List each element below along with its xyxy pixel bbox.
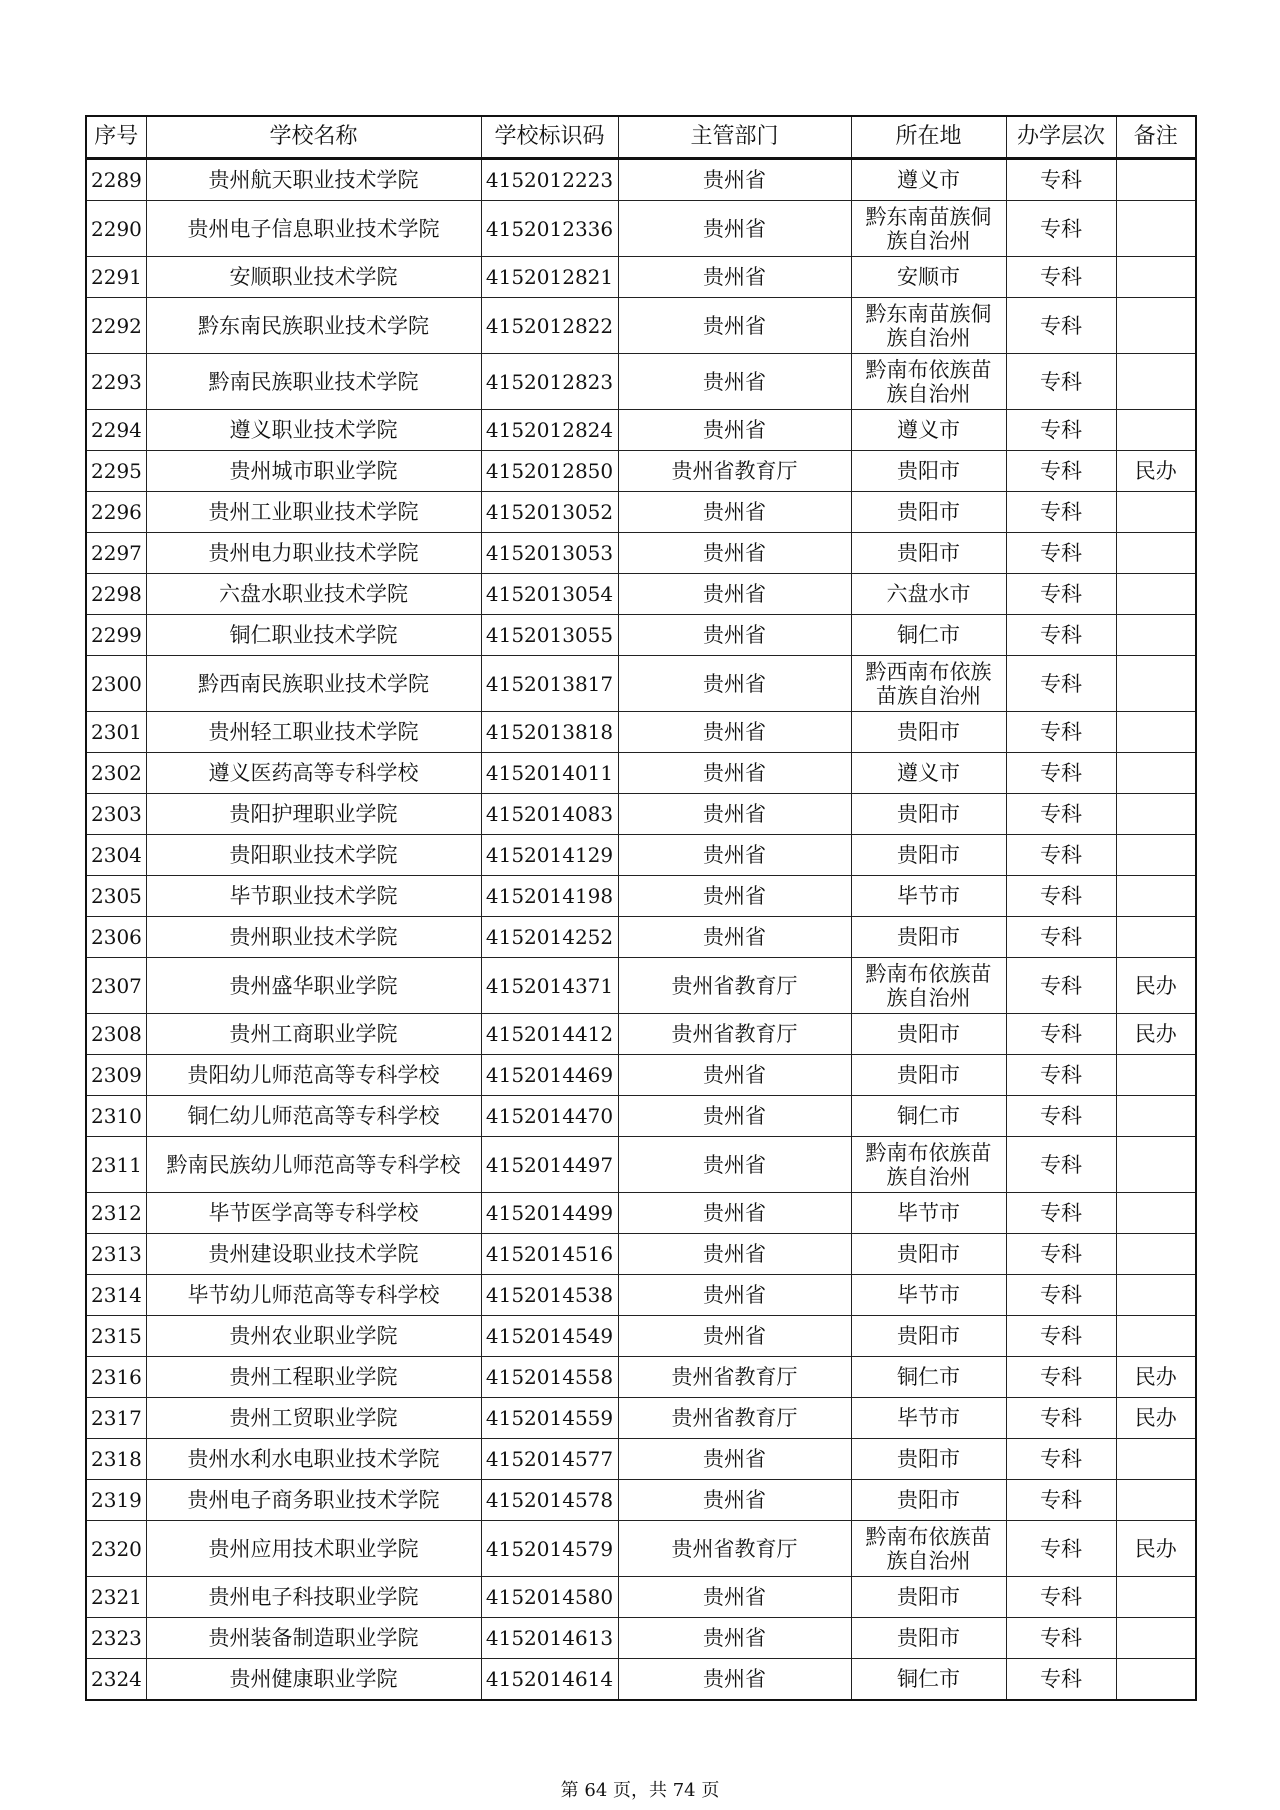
seq-cell: 2323 [86,1618,146,1659]
seq-cell: 2318 [86,1439,146,1480]
table-row [86,656,1196,712]
seq-cell: 2299 [86,615,146,656]
department-cell: 贵州省教育厅 [618,1014,851,1055]
level-cell: 专科 [1006,958,1116,1014]
school-name-cell: 铜仁幼儿师范高等专科学校 [146,1096,481,1137]
remarks-cell [1116,201,1196,257]
school-code-cell: 4152013055 [481,615,618,656]
school-name-cell: 贵州职业技术学院 [146,917,481,958]
location-cell: 贵阳市 [851,533,1006,574]
school-code-cell: 4152012823 [481,354,618,410]
level-cell: 专科 [1006,794,1116,835]
seq-cell: 2307 [86,958,146,1014]
department-cell: 贵州省 [618,876,851,917]
school-code-cell: 4152014577 [481,1439,618,1480]
table-row [86,159,1196,201]
school-code-cell: 4152014497 [481,1137,618,1193]
table-row [86,1055,1196,1096]
location-cell: 贵阳市 [851,1234,1006,1275]
table-row [86,794,1196,835]
seq-cell: 2296 [86,492,146,533]
seq-cell: 2314 [86,1275,146,1316]
remarks-cell [1116,1055,1196,1096]
school-name-cell: 黔西南民族职业技术学院 [146,656,481,712]
location-cell: 铜仁市 [851,1659,1006,1701]
seq-cell: 2303 [86,794,146,835]
level-cell: 专科 [1006,1577,1116,1618]
table-row [86,1618,1196,1659]
seq-cell: 2306 [86,917,146,958]
level-cell: 专科 [1006,492,1116,533]
seq-cell: 2317 [86,1398,146,1439]
remarks-cell [1116,1618,1196,1659]
level-cell: 专科 [1006,876,1116,917]
school-name-cell: 贵州盛华职业学院 [146,958,481,1014]
school-name-cell: 黔南民族职业技术学院 [146,354,481,410]
location-cell: 贵阳市 [851,451,1006,492]
level-cell: 专科 [1006,615,1116,656]
remarks-cell [1116,656,1196,712]
location-cell: 遵义市 [851,159,1006,201]
header-location: 所在地 [851,116,1006,159]
seq-cell: 2315 [86,1316,146,1357]
table-row [86,917,1196,958]
seq-cell: 2320 [86,1521,146,1577]
school-code-cell: 4152014613 [481,1618,618,1659]
seq-cell: 2300 [86,656,146,712]
location-cell: 遵义市 [851,753,1006,794]
level-cell: 专科 [1006,656,1116,712]
table-row [86,1577,1196,1618]
school-code-cell: 4152014083 [481,794,618,835]
remarks-cell [1116,410,1196,451]
table-body [86,159,1196,1701]
table-row [86,753,1196,794]
table-row [86,1096,1196,1137]
level-cell: 专科 [1006,410,1116,451]
school-name-cell: 贵州应用技术职业学院 [146,1521,481,1577]
seq-cell: 2308 [86,1014,146,1055]
remarks-cell [1116,159,1196,201]
seq-cell: 2298 [86,574,146,615]
department-cell: 贵州省 [618,1618,851,1659]
level-cell: 专科 [1006,1521,1116,1577]
header-row [86,116,1196,159]
remarks-cell [1116,835,1196,876]
school-name-cell: 贵州工贸职业学院 [146,1398,481,1439]
school-code-cell: 4152014371 [481,958,618,1014]
header-remarks: 备注 [1116,116,1196,159]
remarks-cell [1116,354,1196,410]
level-cell: 专科 [1006,354,1116,410]
table-row [86,533,1196,574]
location-cell: 贵阳市 [851,835,1006,876]
table-row [86,1275,1196,1316]
table-row [86,712,1196,753]
level-cell: 专科 [1006,257,1116,298]
seq-cell: 2313 [86,1234,146,1275]
department-cell: 贵州省教育厅 [618,1357,851,1398]
location-cell: 黔东南苗族侗族自治州 [851,201,1006,257]
seq-cell: 2292 [86,298,146,354]
location-cell: 贵阳市 [851,1316,1006,1357]
seq-cell: 2289 [86,159,146,201]
school-code-cell: 4152012336 [481,201,618,257]
department-cell: 贵州省 [618,533,851,574]
level-cell: 专科 [1006,1398,1116,1439]
school-name-cell: 安顺职业技术学院 [146,257,481,298]
school-code-cell: 4152013817 [481,656,618,712]
school-code-cell: 4152014549 [481,1316,618,1357]
remarks-cell [1116,1234,1196,1275]
level-cell: 专科 [1006,451,1116,492]
department-cell: 贵州省 [618,917,851,958]
department-cell: 贵州省 [618,298,851,354]
department-cell: 贵州省 [618,257,851,298]
location-cell: 六盘水市 [851,574,1006,615]
seq-cell: 2297 [86,533,146,574]
school-code-cell: 4152013053 [481,533,618,574]
table-row [86,876,1196,917]
department-cell: 贵州省 [618,574,851,615]
department-cell: 贵州省 [618,656,851,712]
level-cell: 专科 [1006,1137,1116,1193]
department-cell: 贵州省 [618,1439,851,1480]
level-cell: 专科 [1006,1439,1116,1480]
table-row [86,201,1196,257]
remarks-cell: 民办 [1116,958,1196,1014]
school-code-cell: 4152014559 [481,1398,618,1439]
header-seq: 序号 [86,116,146,159]
level-cell: 专科 [1006,159,1116,201]
school-name-cell: 贵州电子商务职业技术学院 [146,1480,481,1521]
table-row [86,958,1196,1014]
location-cell: 毕节市 [851,876,1006,917]
location-cell: 铜仁市 [851,1357,1006,1398]
school-code-cell: 4152014129 [481,835,618,876]
school-name-cell: 毕节职业技术学院 [146,876,481,917]
header-school-name: 学校名称 [146,116,481,159]
school-code-cell: 4152014469 [481,1055,618,1096]
location-cell: 铜仁市 [851,615,1006,656]
location-cell: 贵阳市 [851,1055,1006,1096]
school-code-cell: 4152014538 [481,1275,618,1316]
remarks-cell [1116,917,1196,958]
department-cell: 贵州省 [618,1480,851,1521]
table-row [86,615,1196,656]
location-cell: 安顺市 [851,257,1006,298]
department-cell: 贵州省 [618,354,851,410]
location-cell: 黔南布依族苗族自治州 [851,1137,1006,1193]
table-row [86,1137,1196,1193]
level-cell: 专科 [1006,1055,1116,1096]
seq-cell: 2310 [86,1096,146,1137]
table-row [86,1234,1196,1275]
header-school-code: 学校标识码 [481,116,618,159]
school-code-cell: 4152014580 [481,1577,618,1618]
department-cell: 贵州省 [618,1137,851,1193]
table-row [86,492,1196,533]
remarks-cell [1116,257,1196,298]
seq-cell: 2293 [86,354,146,410]
seq-cell: 2302 [86,753,146,794]
school-name-cell: 贵州工商职业学院 [146,1014,481,1055]
school-name-cell: 六盘水职业技术学院 [146,574,481,615]
remarks-cell [1116,1659,1196,1701]
remarks-cell: 民办 [1116,1398,1196,1439]
school-name-cell: 铜仁职业技术学院 [146,615,481,656]
table-row [86,257,1196,298]
remarks-cell: 民办 [1116,1521,1196,1577]
remarks-cell [1116,876,1196,917]
remarks-cell [1116,1316,1196,1357]
remarks-cell [1116,1193,1196,1234]
department-cell: 贵州省 [618,1193,851,1234]
seq-cell: 2316 [86,1357,146,1398]
table-row [86,574,1196,615]
department-cell: 贵州省 [618,492,851,533]
level-cell: 专科 [1006,201,1116,257]
remarks-cell [1116,1096,1196,1137]
school-list-table [85,115,1197,1701]
department-cell: 贵州省 [618,1096,851,1137]
school-name-cell: 贵州装备制造职业学院 [146,1618,481,1659]
school-name-cell: 遵义职业技术学院 [146,410,481,451]
department-cell: 贵州省教育厅 [618,1521,851,1577]
school-name-cell: 黔南民族幼儿师范高等专科学校 [146,1137,481,1193]
school-code-cell: 4152014499 [481,1193,618,1234]
school-name-cell: 遵义医药高等专科学校 [146,753,481,794]
remarks-cell [1116,794,1196,835]
school-name-cell: 贵州健康职业学院 [146,1659,481,1701]
level-cell: 专科 [1006,1357,1116,1398]
department-cell: 贵州省教育厅 [618,1398,851,1439]
location-cell: 黔西南布依族苗族自治州 [851,656,1006,712]
remarks-cell [1116,753,1196,794]
department-cell: 贵州省 [618,615,851,656]
school-name-cell: 贵州工业职业技术学院 [146,492,481,533]
seq-cell: 2319 [86,1480,146,1521]
remarks-cell [1116,1577,1196,1618]
location-cell: 贵阳市 [851,1480,1006,1521]
location-cell: 贵阳市 [851,1439,1006,1480]
remarks-cell: 民办 [1116,1357,1196,1398]
department-cell: 贵州省 [618,1055,851,1096]
remarks-cell [1116,615,1196,656]
table-row [86,1357,1196,1398]
school-name-cell: 毕节医学高等专科学校 [146,1193,481,1234]
school-name-cell: 贵阳护理职业学院 [146,794,481,835]
table-row [86,1521,1196,1577]
level-cell: 专科 [1006,1234,1116,1275]
school-code-cell: 4152014412 [481,1014,618,1055]
table-row [86,298,1196,354]
school-code-cell: 4152014516 [481,1234,618,1275]
location-cell: 贵阳市 [851,794,1006,835]
department-cell: 贵州省 [618,410,851,451]
department-cell: 贵州省 [618,1659,851,1701]
school-name-cell: 黔东南民族职业技术学院 [146,298,481,354]
school-name-cell: 贵州航天职业技术学院 [146,159,481,201]
level-cell: 专科 [1006,753,1116,794]
department-cell: 贵州省 [618,1234,851,1275]
school-name-cell: 贵州电子科技职业学院 [146,1577,481,1618]
department-cell: 贵州省 [618,1275,851,1316]
seq-cell: 2324 [86,1659,146,1701]
remarks-cell: 民办 [1116,451,1196,492]
table-row [86,451,1196,492]
location-cell: 黔南布依族苗族自治州 [851,1521,1006,1577]
department-cell: 贵州省 [618,753,851,794]
remarks-cell [1116,1275,1196,1316]
school-code-cell: 4152012223 [481,159,618,201]
remarks-cell [1116,712,1196,753]
table-row [86,1193,1196,1234]
remarks-cell [1116,492,1196,533]
table-row [86,1659,1196,1701]
table-row [86,410,1196,451]
school-code-cell: 4152012822 [481,298,618,354]
school-name-cell: 贵阳职业技术学院 [146,835,481,876]
school-code-cell: 4152014579 [481,1521,618,1577]
school-code-cell: 4152014011 [481,753,618,794]
location-cell: 毕节市 [851,1398,1006,1439]
department-cell: 贵州省教育厅 [618,958,851,1014]
seq-cell: 2305 [86,876,146,917]
school-name-cell: 贵州水利水电职业技术学院 [146,1439,481,1480]
level-cell: 专科 [1006,1193,1116,1234]
location-cell: 贵阳市 [851,1014,1006,1055]
seq-cell: 2311 [86,1137,146,1193]
remarks-cell [1116,1480,1196,1521]
department-cell: 贵州省 [618,712,851,753]
level-cell: 专科 [1006,1096,1116,1137]
school-name-cell: 贵阳幼儿师范高等专科学校 [146,1055,481,1096]
table-row [86,1014,1196,1055]
location-cell: 黔南布依族苗族自治州 [851,958,1006,1014]
level-cell: 专科 [1006,533,1116,574]
department-cell: 贵州省 [618,159,851,201]
school-name-cell: 贵州建设职业技术学院 [146,1234,481,1275]
school-code-cell: 4152013054 [481,574,618,615]
department-cell: 贵州省 [618,201,851,257]
seq-cell: 2301 [86,712,146,753]
level-cell: 专科 [1006,917,1116,958]
page-footer: 第 64 页，共 74 页 [560,1780,720,1801]
school-code-cell: 4152012821 [481,257,618,298]
department-cell: 贵州省教育厅 [618,451,851,492]
location-cell: 遵义市 [851,410,1006,451]
school-code-cell: 4152014578 [481,1480,618,1521]
level-cell: 专科 [1006,1480,1116,1521]
department-cell: 贵州省 [618,1316,851,1357]
school-code-cell: 4152014252 [481,917,618,958]
location-cell: 贵阳市 [851,917,1006,958]
department-cell: 贵州省 [618,835,851,876]
school-code-cell: 4152014470 [481,1096,618,1137]
school-code-cell: 4152012850 [481,451,618,492]
location-cell: 贵阳市 [851,1577,1006,1618]
seq-cell: 2309 [86,1055,146,1096]
location-cell: 毕节市 [851,1193,1006,1234]
seq-cell: 2295 [86,451,146,492]
location-cell: 黔南布依族苗族自治州 [851,354,1006,410]
school-code-cell: 4152014614 [481,1659,618,1701]
table-row [86,354,1196,410]
table-row [86,1480,1196,1521]
school-code-cell: 4152014198 [481,876,618,917]
level-cell: 专科 [1006,1659,1116,1701]
remarks-cell [1116,533,1196,574]
table-row [86,1398,1196,1439]
header-department: 主管部门 [618,116,851,159]
remarks-cell: 民办 [1116,1014,1196,1055]
remarks-cell [1116,1137,1196,1193]
location-cell: 贵阳市 [851,492,1006,533]
seq-cell: 2321 [86,1577,146,1618]
remarks-cell [1116,298,1196,354]
table-row [86,1316,1196,1357]
level-cell: 专科 [1006,1618,1116,1659]
school-name-cell: 贵州工程职业学院 [146,1357,481,1398]
level-cell: 专科 [1006,1014,1116,1055]
table-row [86,1439,1196,1480]
location-cell: 黔东南苗族侗族自治州 [851,298,1006,354]
seq-cell: 2294 [86,410,146,451]
school-name-cell: 贵州轻工职业技术学院 [146,712,481,753]
department-cell: 贵州省 [618,1577,851,1618]
seq-cell: 2291 [86,257,146,298]
remarks-cell [1116,574,1196,615]
level-cell: 专科 [1006,1316,1116,1357]
school-name-cell: 贵州电子信息职业技术学院 [146,201,481,257]
level-cell: 专科 [1006,1275,1116,1316]
table-row [86,835,1196,876]
location-cell: 贵阳市 [851,1618,1006,1659]
school-name-cell: 毕节幼儿师范高等专科学校 [146,1275,481,1316]
level-cell: 专科 [1006,835,1116,876]
level-cell: 专科 [1006,574,1116,615]
seq-cell: 2304 [86,835,146,876]
table-header [86,116,1196,159]
location-cell: 贵阳市 [851,712,1006,753]
school-name-cell: 贵州农业职业学院 [146,1316,481,1357]
school-code-cell: 4152012824 [481,410,618,451]
seq-cell: 2290 [86,201,146,257]
header-level: 办学层次 [1006,116,1116,159]
school-name-cell: 贵州城市职业学院 [146,451,481,492]
school-code-cell: 4152014558 [481,1357,618,1398]
school-code-cell: 4152013818 [481,712,618,753]
seq-cell: 2312 [86,1193,146,1234]
level-cell: 专科 [1006,712,1116,753]
remarks-cell [1116,1439,1196,1480]
department-cell: 贵州省 [618,794,851,835]
location-cell: 铜仁市 [851,1096,1006,1137]
school-name-cell: 贵州电力职业技术学院 [146,533,481,574]
level-cell: 专科 [1006,298,1116,354]
school-code-cell: 4152013052 [481,492,618,533]
location-cell: 毕节市 [851,1275,1006,1316]
